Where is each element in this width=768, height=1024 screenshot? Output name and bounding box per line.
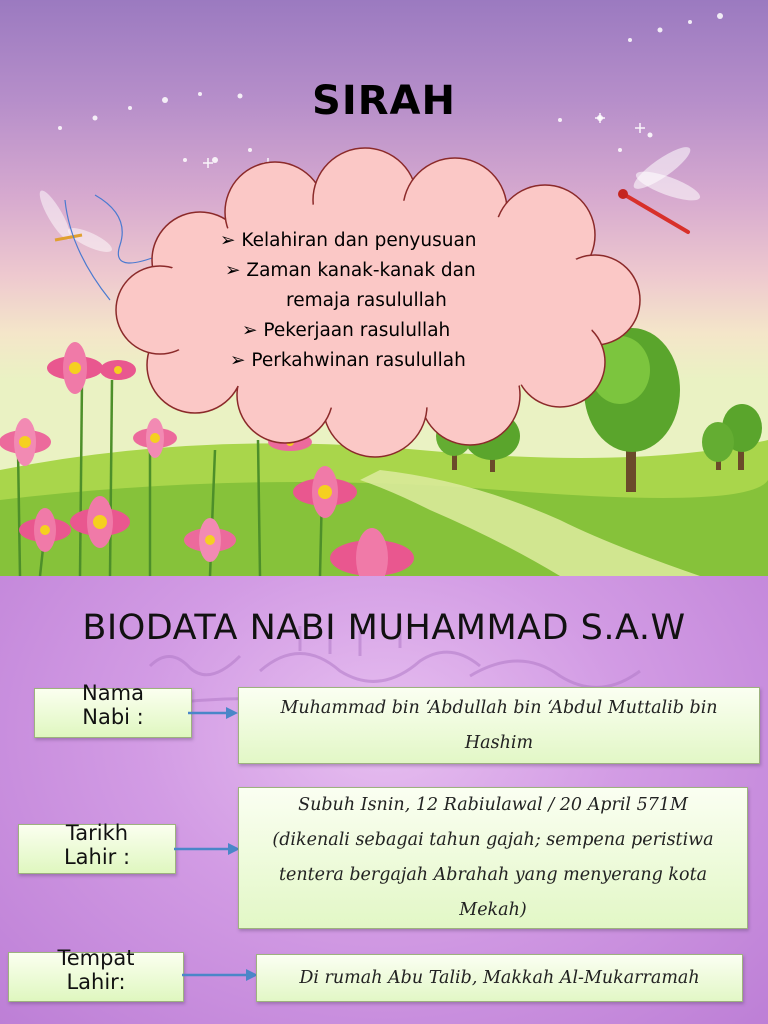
slide-biodata (0, 576, 768, 1024)
arrow-bullet-icon: ➢ (220, 230, 236, 251)
arrow-bullet-icon: ➢ (242, 320, 258, 341)
arrow-icon (188, 705, 240, 721)
arrow-icon (174, 841, 242, 857)
label-box-nama-nabi: Nama Nabi : (34, 688, 192, 738)
list-item: ➢ Pekerjaan rasulullah (242, 320, 451, 341)
label-box-tarikh-lahir: Tarikh Lahir : (18, 824, 176, 874)
list-item: ➢ Kelahiran dan penyusuan (220, 230, 477, 251)
label-box-tempat-lahir: Tempat Lahir: (8, 952, 184, 1002)
arrow-icon (182, 967, 262, 983)
value-box-tempat-lahir: Di rumah Abu Talib, Makkah Al-Mukarramah (256, 954, 743, 1002)
slide-title: SIRAH (312, 78, 456, 124)
value-box-nama-nabi: Muhammad bin ‘Abdullah bin ‘Abdul Muttalib bin Hashim (238, 687, 760, 764)
list-item-continuation: remaja rasulullah (286, 290, 447, 311)
topic-list (200, 226, 530, 376)
arrow-bullet-icon: ➢ (225, 260, 241, 281)
value-box-tarikh-lahir: Subuh Isnin, 12 Rabiulawal / 20 April 571M (dikenali sebagai tahun gajah; sempena peristiwa tentera bergajah Abrahah yang menyerang kota Mekah) (238, 787, 748, 929)
arrow-bullet-icon: ➢ (230, 350, 246, 371)
slide-title: BIODATA NABI MUHAMMAD S.A.W (82, 608, 686, 648)
dragonfly-right-icon (618, 141, 703, 232)
list-item: ➢ Perkahwinan rasulullah (230, 350, 466, 371)
list-item: ➢ Zaman kanak-kanak dan (225, 260, 476, 281)
